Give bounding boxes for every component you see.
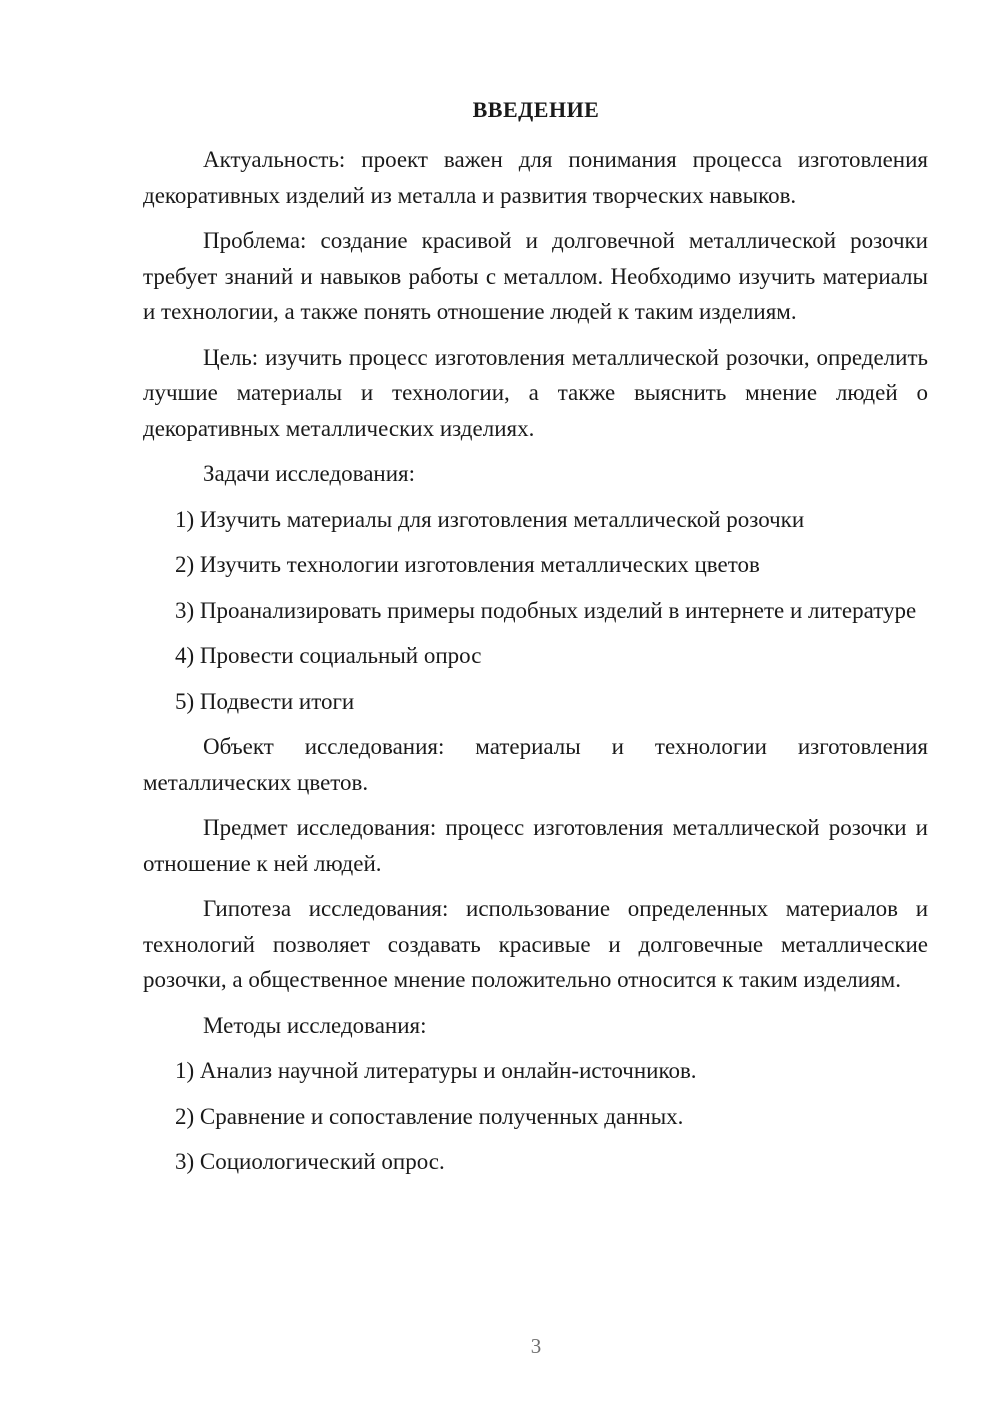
method-item: 1) Анализ научной литературы и онлайн-источников. <box>175 1058 697 1083</box>
goal-paragraph: Цель: изучить процесс изготовления металлической розочки, определить лучшие материалы и технологии, а также выяснить мнение людей о декоративных металлических изделиях. <box>143 344 928 441</box>
method-item: 2) Сравнение и сопоставление полученных данных. <box>175 1103 684 1129</box>
task-item: 2) Изучить технологии изготовления металлических цветов <box>175 552 760 577</box>
relevance-paragraph: Актуальность: проект важен для понимания процесса изготовления декоративных изделий из металла и развития творческих навыков. <box>143 147 928 208</box>
object-paragraph: Объект исследования: материалы и технологии изготовления металлических цветов. <box>143 734 928 795</box>
document-body <box>143 142 928 1190</box>
hypothesis-paragraph: Гипотеза исследования: использование определенных материалов и технологий позволяет создавать красивые и долговечные металлические розочки, а общественное мнение положительно относится к таким изделиям. <box>143 896 928 992</box>
section-title: ВВЕДЕНИЕ <box>472 97 600 122</box>
method-item: 3) Социологический опрос. <box>175 1149 445 1174</box>
tasks-heading: Задачи исследования: <box>203 461 416 486</box>
page-number: 3 <box>530 1334 542 1358</box>
task-item: 3) Проанализировать примеры подобных изделий в интернете и литературе <box>175 597 917 623</box>
methods-heading: Методы исследования: <box>203 1012 427 1038</box>
task-item: 1) Изучить материалы для изготовления металлической розочки <box>175 506 805 532</box>
subject-paragraph: Предмет исследования: процесс изготовления металлической розочки и отношение к ней людей. <box>143 815 928 876</box>
task-item: 4) Провести социальный опрос <box>175 643 482 668</box>
problem-paragraph: Проблема: создание красивой и долговечной металлической розочки требует знаний и навыков работы с металлом. Необходимо изучить материалы и технологии, а также понять отношение людей к таким изделиям. <box>143 228 928 324</box>
task-item: 5) Подвести итоги <box>175 688 355 714</box>
